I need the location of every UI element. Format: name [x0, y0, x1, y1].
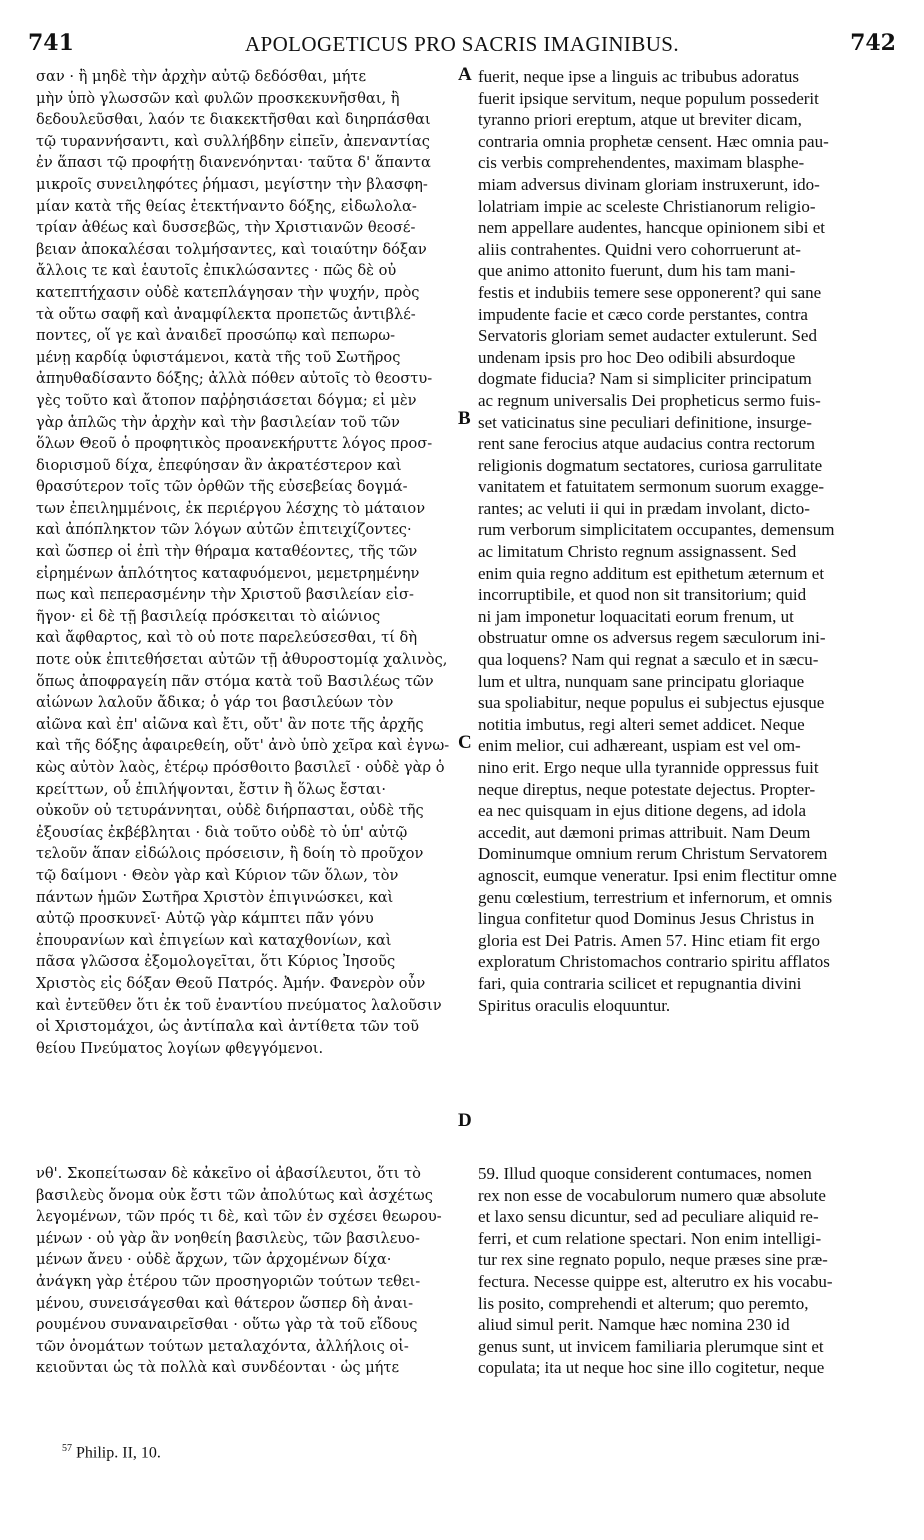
text-line: τῷ τυραννήσαντι, καὶ συλλήβδην εἰπεῖν, ἀπεναντίας: [36, 132, 430, 150]
text-line: religionis dogmatum sectatores, curiosa garrulitate: [478, 455, 823, 475]
text-line: ἐν ἅπασι τῷ προφήτῃ διανενόηνται· ταῦτα δ' ἅπαντα: [36, 154, 431, 172]
text-line: εἰρημένων ἁπλότητος καταφυόμενοι, μεμετρημένην: [36, 564, 420, 582]
text-line: κειοῦνται ὡς τὰ πολλὰ καὶ συνδέονται · ὡς μήτε: [36, 1359, 400, 1377]
text-line: Χριστὸς εἰς δόξαν Θεοῦ Πατρός. Ἀμήν. Φανερὸν οὖν: [36, 974, 426, 992]
text-line: nem appellare audentes, hancque opinionem sibi et: [478, 218, 825, 238]
text-line: vanitatem et fatuitatem sermonum suorum exagge-: [478, 477, 825, 497]
text-line: μικροῖς συνειληφότες ῥήμασι, μεγίστην τὴν βλασφη-: [36, 175, 428, 193]
text-line: lolatriam impie ac sceleste Christianorum religio-: [478, 196, 816, 216]
text-line: κρείττων, οὗ ἐπιλήψονται, ἔστιν ἢ ὅλως ἔσται·: [36, 780, 386, 798]
text-line: accedit, aut dæmoni primas attribuit. Nam Deum: [478, 822, 811, 842]
margin-marker-c: C: [458, 732, 472, 753]
text-line: neque direptus, neque potestate dejectus. Propter-: [478, 779, 816, 799]
text-line: μένου, συνεισάγεσθαι καὶ θάτερον ὥσπερ δὴ ἀναι-: [36, 1294, 414, 1312]
text-line: πως καὶ πεπερασμένην τὴν Χριστοῦ βασιλείαν εἰσ-: [36, 586, 414, 604]
text-line: μένων ἄνευ · οὐδὲ ἄρχων, τῶν ἀρχομένων δίχα·: [36, 1251, 392, 1269]
footnote-mark: 57: [62, 1443, 72, 1454]
margin-marker-b: B: [458, 408, 471, 429]
text-line: τῶν ὀνομάτων τούτων μεταλαχόντα, ἀλλήλοις οἰ-: [36, 1337, 409, 1355]
text-line: agnoscit, eumque veneratur. Ipsi enim flectitur omne: [478, 865, 837, 885]
text-line: δεδουλεῦσθαι, λαόν τε διακεκτῆσθαι καὶ διηρπάσθαι: [36, 111, 431, 129]
text-line: fuerit, neque ipse a linguis ac tribubus adoratus: [478, 67, 800, 86]
text-line: obstruatur omne os adversus regem sæculorum ini-: [478, 628, 826, 648]
text-line: πάντων ἡμῶν Σωτῆρα Χριστὸν ἐπιγινώσκει, καὶ: [36, 888, 394, 906]
text-line: οὐκοῦν οὐ τετυράννηται, οὐδὲ διήρπασται, οὐδὲ τῆς: [36, 802, 424, 820]
text-line: καὶ ὥσπερ οἱ ἐπὶ τὴν θήραμα καταθέοντες, τῆς τῶν: [36, 543, 418, 561]
text-line: que animo attonito fuerunt, dum his tam mani-: [478, 261, 796, 281]
text-line: fectura. Necesse quippe est, alterutro ex his vocabu-: [478, 1271, 833, 1291]
text-line: σαν · ἢ μηδὲ τὴν ἀρχὴν αὐτῷ δεδόσθαι, μήτε: [36, 68, 367, 85]
text-line: undenam ipsis pro hoc Deo odibili absurdoque: [478, 347, 796, 367]
text-line: nino erit. Ergo neque ulla tyrannide oppressus fuit: [478, 758, 819, 777]
text-line: μένων · οὐ γὰρ ἂν νοηθείη βασιλεὺς, τῶν βασιλευο-: [36, 1229, 420, 1247]
text-line: αὐτῷ προσκυνεῖ· Αὐτῷ γὰρ κάμπτει πᾶν γόνυ: [36, 910, 374, 928]
page-number-right: 742: [850, 30, 896, 56]
text-line: ὅλων Θεοῦ ὁ προφητικὸς προανεκήρυττε λόγος προσ-: [36, 435, 433, 453]
text-line: τῷ δαίμονι · Θεὸν γὰρ καὶ Κύριον τῶν ὅλων, τὸν: [36, 866, 399, 884]
text-line: ρουμένου συναναιρεῖσθαι · οὕτω γὰρ τὰ τοῦ εἴδους: [36, 1316, 418, 1334]
running-title: APOLOGETICUS PRO SACRIS IMAGINIBUS.: [244, 32, 680, 56]
text-line: ac limitatum Christo regnum assignassent. Sed: [478, 542, 797, 562]
text-line: rum verborum simplicitatem occupantes, demensum: [478, 520, 835, 540]
text-line: set vaticinatus sine peculiari definitione, insurge-: [478, 412, 812, 432]
text-line: fuerit ipsique servitum, neque populum possederit: [478, 88, 819, 108]
text-line: aliud simul perit. Namque hæc nomina 230 id: [478, 1315, 790, 1335]
text-line: ἄλλοις τε καὶ ἑαυτοῖς ἐπικλώσαντες · πῶς δὲ οὐ: [36, 262, 397, 280]
text-line: οἱ Χριστομάχοι, ὡς ἀντίπαλα καὶ ἀντίθετα τῶν τοῦ: [36, 1018, 420, 1036]
text-line: dogmate fiducia? Nam si simpliciter principatum: [478, 369, 812, 389]
text-line: impudente facie et cæco corde perstantes, contra: [478, 304, 808, 324]
text-line: ac regnum universalis Dei propheticus sermo fuis-: [478, 390, 821, 410]
text-line: et laxo sensu dicuntur, sed ad peculiare aliquid re-: [478, 1207, 819, 1227]
text-line: ῆγον· εἰ δὲ τῇ βασιλείᾳ πρόσκειται τὸ αἰώνιος: [36, 607, 381, 625]
text-line: γὰρ ἁπλῶς τὴν ἀρχὴν καὶ τὴν βασιλείαν τοῦ τῶν: [36, 413, 400, 431]
text-line: καὶ ἐντεῦθεν ὅτι ἐκ τοῦ ἐναντίου πνεύματος λαλοῦσιν: [36, 996, 442, 1014]
text-line: lis posito, comprehendi et alterum; quo peremto,: [478, 1293, 809, 1313]
text-line: exploratum Christomachos contrario spiritu afflatos: [478, 952, 830, 972]
text-line: tur rex sine regnato populo, neque præses sine præ-: [478, 1250, 828, 1270]
footnote-text: Philip. II, 10.: [76, 1444, 161, 1462]
text-line: ἐπουρανίων καὶ ἐπιγείων καὶ καταχθονίων, καὶ: [36, 931, 392, 949]
text-line: contraria omnia prophetæ censent. Hæc omnia pau-: [478, 131, 829, 151]
text-line: τὰ οὕτω σαφῆ καὶ ἀναμφίλεκτα προπετῶς ἀντιβλέ-: [36, 305, 416, 323]
text-line: γὲς τοῦτο καὶ ἄτοπον παῤῥησιάσεται δόγμα; εἰ μὲν: [36, 391, 417, 409]
text-line: ὅπως ἀποφραγείη πᾶν στόμα κατὰ τοῦ Βασιλέως τῶν: [36, 672, 434, 690]
text-line: sua spoliabitur, neque populus ei subjectus ejusque: [478, 693, 825, 713]
text-line: 59. Illud quoque considerent contumaces, nomen: [478, 1164, 812, 1183]
text-line: copulata; ita ut neque hoc sine illo cogitetur, neque: [478, 1358, 825, 1378]
text-line: ἐξουσίας ἐκβέβληται · διὰ τοῦτο οὐδὲ τὸ ὑπ' αὐτῷ: [36, 823, 408, 841]
text-line: ποτε οὐκ ἐπιτεθήσεται αὐτῶν τῇ ἀθυροστομίᾳ χαλινὸς,: [36, 651, 448, 669]
text-line: rantes; ac veluti ii qui in prædam involant, dicto-: [478, 498, 810, 518]
text-line: μίαν κατὰ τῆς θείας ἐτεκτήναντο δόξης, εἰδωλολα-: [36, 197, 417, 215]
text-line: μένῃ καρδίᾳ ὑφιστάμενοι, κατὰ τῆς τοῦ Σωτῆρος: [36, 348, 401, 366]
text-line: lingua confitetur quod Dominus Jesus Christus in: [478, 909, 815, 929]
text-line: ἀπηυθαδίσαντο δόξης; ἀλλὰ πόθεν αὐτοῖς τὸ θεοστυ-: [36, 370, 433, 388]
text-line: βασιλεὺς ὄνομα οὐκ ἔστι τῶν ἀπολύτως καὶ ἀσχέτως: [36, 1186, 433, 1204]
text-line: καὶ ἄφθαρτος, καὶ τὸ οὐ ποτε παρελεύσεσθαι, τί δὴ: [36, 629, 418, 647]
text-line: miam adversus divinam gloriam instruxerunt, ido-: [478, 174, 820, 194]
text-line: genu cœlestium, terrestrium et infernorum, et omnis: [478, 887, 833, 907]
text-line: lum et ultra, nunquam sane principatu gloriaque: [478, 671, 805, 691]
text-line: genus sunt, ut invicem familiaria plerumque sint et: [478, 1336, 824, 1356]
page-number-left: 741: [28, 30, 74, 56]
text-line: τρίαν ἀθέως καὶ δυσσεβῶς, τὴν Χριστιανῶν θεοσέ-: [36, 219, 416, 237]
latin-column-section-59: [478, 1163, 896, 1379]
greek-column-section-59: [36, 1163, 454, 1379]
text-line: cis verbis comprehendentes, maximam blasphe-: [478, 153, 805, 173]
text-line: λεγομένων, τῶν πρός τι δὲ, καὶ τῶν ἐν σχέσει θεωρου-: [36, 1208, 442, 1226]
text-line: enim melior, cui adhæreant, uspiam est vel om-: [478, 736, 801, 756]
text-line: μὴν ὑπὸ γλωσσῶν καὶ φυλῶν προσκεκυνῆσθαι, ἢ: [36, 89, 400, 107]
text-line: κατεπτήχασιν οὐδὲ κατεπλάγησαν τὴν ψυχήν, πρὸς: [36, 283, 420, 301]
text-line: gloria est Dei Patris. Amen 57. Hinc etiam fit ergo: [478, 930, 820, 950]
text-line: ea nec quisquam in ejus ditione degens, ad idola: [478, 801, 807, 821]
text-line: tyranno priori ereptum, atque ut breviter dicam,: [478, 110, 802, 130]
text-line: Servatoris gloriam semet audacter extulerunt. Sed: [478, 326, 817, 346]
text-line: ferri, et cum relatione spectari. Non enim intelligi-: [478, 1228, 822, 1248]
text-line: ni jam imponetur loquacitati eorum frenum, ut: [478, 606, 794, 626]
text-line: πᾶσα γλῶσσα ἐξομολογεῖται, ὅτι Κύριος Ἰησοῦς: [36, 953, 396, 971]
text-line: κὼς αὐτὸν λαὸς, ἑτέρῳ πρόσθοιτο βασιλεῖ · οὐδὲ γὰρ ὁ: [36, 759, 445, 776]
text-line: aliis contrahentes. Quidni vero cohorruerunt at-: [478, 239, 801, 259]
text-line: θείου Πνεύματος λογίων φθεγγόμενοι.: [36, 1039, 324, 1057]
text-line: θρασύτερον τοῖς τῶν ὀρθῶν τῆς εὐσεβείας δογμά-: [36, 478, 408, 496]
footnote: [62, 1443, 161, 1462]
text-line: Dominumque omnium rerum Christum Servatorem: [478, 844, 828, 864]
text-line: ἀνάγκη γὰρ ἑτέρου τῶν προσηγοριῶν τούτων τεθει-: [36, 1272, 421, 1290]
text-line: incorruptibile, et quod non sit transitorium; quid: [478, 585, 807, 605]
greek-column-main: [36, 66, 454, 1059]
text-line: νθ'. Σκοπείτωσαν δὲ κἀκεῖνο οἱ ἀβασίλευτοι, ὅτι τὸ: [36, 1165, 421, 1182]
text-line: qua loquens? Nam qui regnat a sæculo et in sæcu-: [478, 650, 819, 670]
text-line: αἰῶνα καὶ ἐπ' αἰῶνα καὶ ἔτι, οὔτ' ἂν ποτε τῆς ἀρχῆς: [36, 715, 424, 733]
latin-column-main: [478, 66, 896, 1016]
text-line: festis et indubiis temere sese opponerent? qui sane: [478, 282, 822, 302]
text-line: τελοῦν ἅπαν εἰδώλοις πρόσεισιν, ἢ δοίη τὸ προῦχον: [36, 845, 424, 863]
text-line: enim quia regno additum est epithetum æternum et: [478, 563, 825, 583]
text-line: notitia imbutus, regi alteri semet addicet. Neque: [478, 714, 805, 734]
text-line: Spiritus oraculis eloquuntur.: [478, 995, 671, 1015]
text-line: βειαν ἀποκαλέσαι τολμήσαντες, καὶ τοιαύτην δόξαν: [36, 240, 427, 258]
text-line: rent sane ferocius atque audacius contra rectorum: [478, 434, 816, 454]
text-line: καὶ ἀπόπληκτον τῶν λόγων αὐτῶν ἐπιτειχίζοντες·: [36, 521, 412, 539]
text-line: ποντες, οἵ γε καὶ ἀναιδεῖ προσώπῳ καὶ πεπωρω-: [36, 327, 396, 345]
text-line: καὶ τῆς δόξης ἀφαιρεθείη, οὔτ' ἀνὸ ὑπὸ χεῖρα καὶ ἐγνω-: [36, 737, 450, 755]
margin-marker-a: A: [458, 64, 472, 85]
page-header: [28, 30, 896, 62]
margin-marker-d: D: [458, 1110, 472, 1131]
text-line: διορισμοῦ δίχα, ἐπεφύησαν ἂν ἀκρατέστερον καὶ: [36, 456, 402, 474]
text-line: rex non esse de vocabulorum numero quæ absolute: [478, 1185, 826, 1205]
text-line: αἰώνων λαλοῦν ἄδικα; ὁ γάρ τοι βασιλεύων τὸν: [36, 694, 394, 712]
text-line: των ἐπειλημμένοις, ἐκ περιέργου λέσχης τὸ μάταιον: [36, 499, 426, 517]
text-line: fari, quia contraria scilicet et repugnantia divini: [478, 973, 802, 993]
